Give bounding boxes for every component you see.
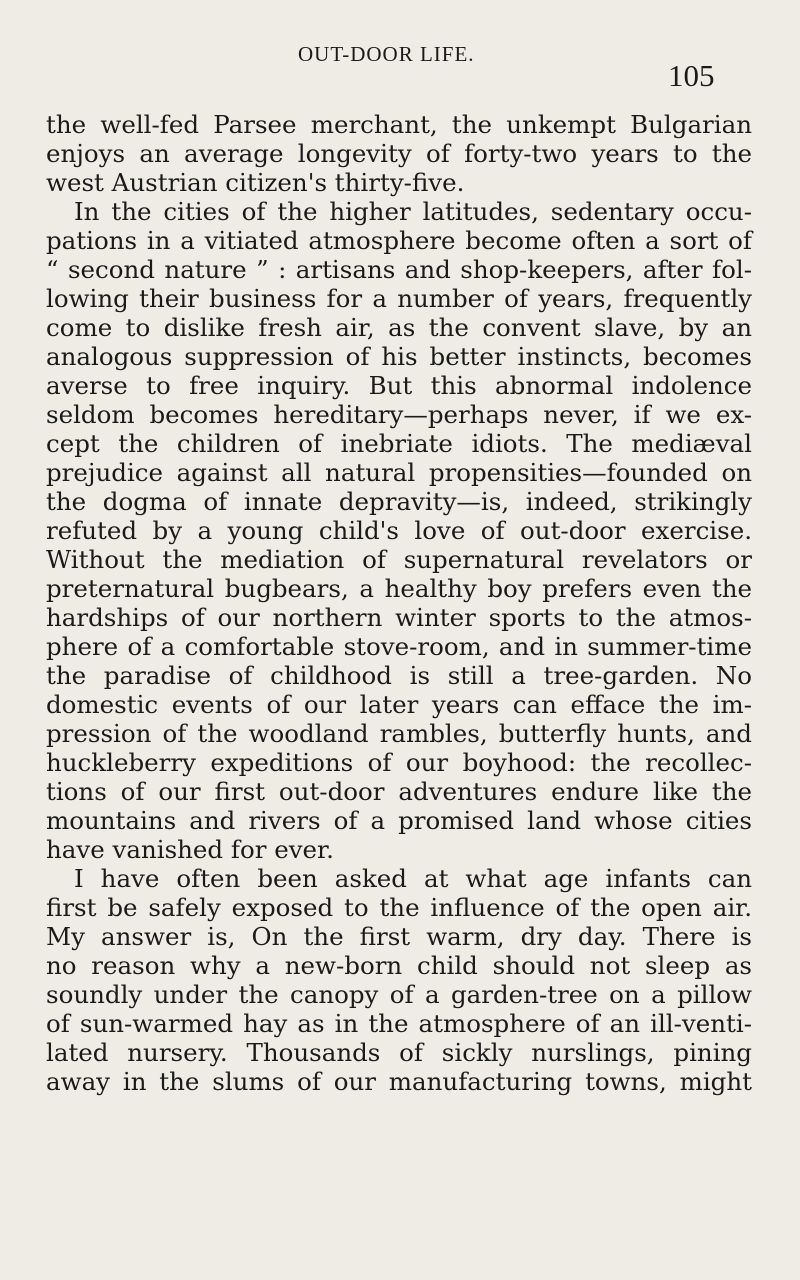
text-line: cept the children of inebriate idiots. The mediæval [46, 429, 752, 458]
paragraph [46, 110, 752, 197]
text-line: soundly under the canopy of a garden-tree on a pillow [46, 980, 752, 1009]
text-line: hardships of our northern winter sports to the atmos- [46, 603, 752, 632]
text-line: pations in a vitiated atmosphere become often a sort of [46, 226, 752, 255]
text-line: seldom becomes hereditary—perhaps never, if we ex- [46, 400, 752, 429]
text-line: refuted by a young child's love of out-door exercise. [46, 516, 752, 545]
text-line: lated nursery. Thousands of sickly nurslings, pining [46, 1038, 752, 1067]
text-line: averse to free inquiry. But this abnormal indolence [46, 371, 752, 400]
text-line: mountains and rivers of a promised land whose cities [46, 806, 752, 835]
text-line: have vanished for ever. [46, 835, 334, 864]
text-line: lowing their business for a number of years, frequently [46, 284, 752, 313]
text-line: huckleberry expeditions of our boyhood: the recollec- [46, 748, 752, 777]
text-line: phere of a comfortable stove-room, and in summer-time [46, 632, 752, 661]
text-line: first be safely exposed to the influence of the open air. [46, 893, 752, 922]
text-line: Without the mediation of supernatural revelators or [46, 545, 752, 574]
paragraph [46, 864, 752, 1096]
text-line: come to dislike fresh air, as the convent slave, by an [46, 313, 752, 342]
text-line: domestic events of our later years can efface the im- [46, 690, 752, 719]
text-line: analogous suppression of his better instincts, becomes [46, 342, 752, 371]
text-line: In the cities of the higher latitudes, sedentary occu- [74, 197, 752, 226]
text-line: of sun-warmed hay as in the atmosphere of an ill-venti- [46, 1009, 752, 1038]
text-line: I have often been asked at what age infants can [74, 864, 752, 893]
text-line: pression of the woodland rambles, butterfly hunts, and [46, 719, 752, 748]
text-line: west Austrian citizen's thirty-five. [46, 168, 465, 197]
paragraph [46, 197, 752, 864]
text-line: “ second nature ” : artisans and shop-keepers, after fol- [46, 255, 752, 284]
text-line: the dogma of innate depravity—is, indeed, strikingly [46, 487, 752, 516]
text-line: the well-fed Parsee merchant, the unkempt Bulgarian [46, 110, 752, 139]
text-line: My answer is, On the first warm, dry day. There is [46, 922, 752, 951]
running-head: OUT-DOOR LIFE. [298, 42, 475, 66]
text-line: tions of our first out-door adventures endure like the [46, 777, 752, 806]
text-line: preternatural bugbears, a healthy boy prefers even the [46, 574, 752, 603]
text-line: away in the slums of our manufacturing towns, might [46, 1067, 752, 1096]
text-line: no reason why a new-born child should not sleep as [46, 951, 752, 980]
page-number: 105 [668, 58, 715, 93]
text-line: enjoys an average longevity of forty-two years to the [46, 139, 752, 168]
text-line: prejudice against all natural propensities—founded on [46, 458, 752, 487]
body-text [46, 110, 752, 1096]
text-line: the paradise of childhood is still a tree-garden. No [46, 661, 752, 690]
